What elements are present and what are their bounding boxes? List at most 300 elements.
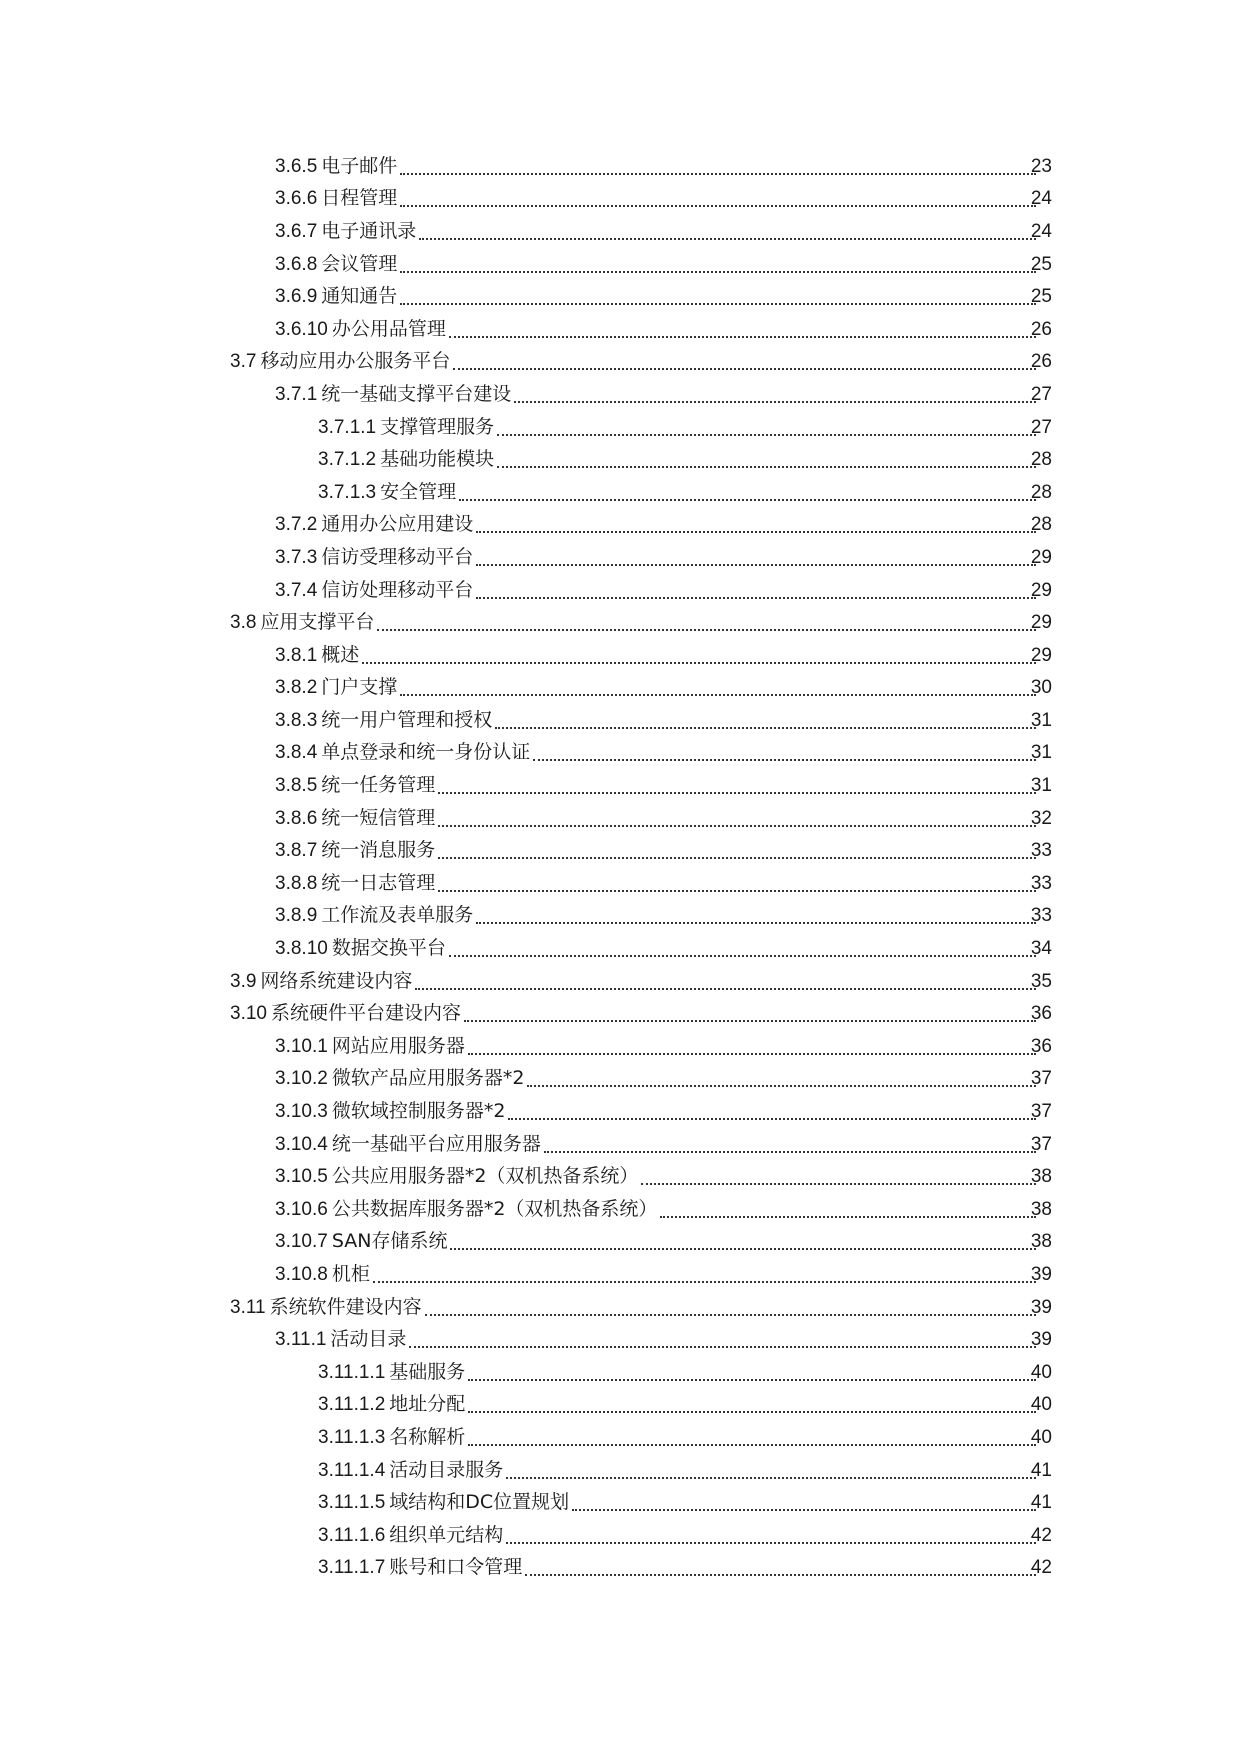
toc-entry-number: 3.8.4 <box>275 742 318 764</box>
toc-leader-area <box>456 491 1036 494</box>
toc-entry-title: SAN存储系统 <box>331 1230 448 1253</box>
toc-entry-page-number: 31 <box>1030 775 1052 797</box>
toc-dot-leader <box>514 400 1036 403</box>
toc-entry-heading <box>275 287 397 306</box>
toc-entry-page-number: 41 <box>1030 1459 1052 1481</box>
toc-entry[interactable] <box>0 606 1241 639</box>
toc-entry-title: 安全管理 <box>380 480 457 503</box>
toc-dot-leader <box>497 465 1036 468</box>
toc-entry-title: 账号和口令管理 <box>389 1556 523 1579</box>
toc-entry-number: 3.8.9 <box>275 905 318 927</box>
toc-leader-area <box>416 230 1036 233</box>
toc-entry-page-number: 35 <box>1030 970 1052 992</box>
toc-entry-title: 活动目录 <box>330 1328 407 1351</box>
toc-entry-page-number: 41 <box>1030 1492 1052 1514</box>
toc-entry[interactable] <box>0 313 1241 346</box>
toc-entry-title: 支撑管理服务 <box>380 415 495 438</box>
toc-leader-area <box>397 197 1036 200</box>
toc-entry-number: 3.8 <box>230 612 257 634</box>
toc-entry-page-number: 36 <box>1030 1035 1052 1057</box>
toc-entry-page-number: 34 <box>1030 938 1052 960</box>
toc-entry-heading <box>275 382 512 405</box>
toc-entry-page-number: 29 <box>1030 546 1052 568</box>
toc-entry-heading <box>275 871 436 894</box>
toc-entry-heading <box>275 776 435 795</box>
toc-entry-title: 系统软件建设内容 <box>269 1295 422 1318</box>
toc-dot-leader <box>506 1541 1036 1544</box>
toc-entry-number: 3.11.1.5 <box>318 1492 386 1514</box>
toc-entry-heading <box>275 841 435 860</box>
toc-dot-leader <box>362 661 1036 664</box>
toc-leader-area <box>465 1403 1036 1406</box>
toc-entry-title: 网站应用服务器 <box>331 1034 465 1057</box>
toc-entry-page-number: 28 <box>1030 481 1052 503</box>
toc-entry[interactable] <box>0 378 1241 411</box>
toc-entry[interactable] <box>0 900 1241 933</box>
toc-entry-heading <box>318 415 495 438</box>
toc-dot-leader <box>544 1150 1036 1153</box>
toc-entry-page-number: 37 <box>1030 1133 1052 1155</box>
toc-entry-title: 办公用品管理 <box>331 317 446 340</box>
toc-leader-area <box>397 263 1036 266</box>
toc-entry-title: 工作流及表单服务 <box>321 904 474 927</box>
toc-entry[interactable] <box>0 1193 1241 1226</box>
toc-entry[interactable] <box>0 737 1241 770</box>
toc-entry-number: 3.6.7 <box>275 220 318 242</box>
toc-entry[interactable] <box>0 541 1241 574</box>
toc-dot-leader <box>438 889 1036 892</box>
toc-entry-title: 信访处理移动平台 <box>321 578 474 601</box>
toc-dot-leader <box>377 628 1036 631</box>
toc-dot-leader <box>468 1443 1036 1446</box>
toc-entry-page-number: 25 <box>1030 253 1052 275</box>
toc-dot-leader <box>497 433 1036 436</box>
toc-dot-leader <box>533 758 1036 761</box>
toc-entry-heading <box>318 1493 569 1512</box>
toc-entry-heading <box>275 1330 406 1349</box>
toc-leader-area <box>503 1534 1036 1537</box>
toc-entry[interactable] <box>0 1486 1241 1519</box>
toc-entry[interactable] <box>0 965 1241 998</box>
toc-dot-leader <box>409 1345 1036 1348</box>
toc-entry-title: 概述 <box>321 643 360 666</box>
toc-dot-leader <box>506 1476 1036 1479</box>
toc-leader-area <box>397 165 1036 168</box>
toc-entry-page-number: 40 <box>1030 1426 1052 1448</box>
toc-entry[interactable] <box>0 183 1241 216</box>
toc-dot-leader <box>495 726 1036 729</box>
toc-entry-page-number: 27 <box>1030 383 1052 405</box>
toc-entry[interactable] <box>0 1291 1241 1324</box>
toc-entry-number: 3.7.3 <box>275 546 318 568</box>
toc-leader-area <box>505 1110 1036 1113</box>
toc-entry-page-number: 32 <box>1030 807 1052 829</box>
toc-entry-page-number: 39 <box>1030 1296 1052 1318</box>
toc-entry-title: 基础服务 <box>389 1360 466 1383</box>
toc-entry[interactable] <box>0 1095 1241 1128</box>
toc-entry-heading <box>230 1004 461 1023</box>
toc-entry-number: 3.6.10 <box>275 318 328 340</box>
toc-entry[interactable] <box>0 1030 1241 1063</box>
toc-entry-page-number: 40 <box>1030 1361 1052 1383</box>
toc-entry-heading <box>275 252 398 275</box>
toc-leader-area <box>447 1240 1036 1243</box>
toc-leader-area <box>465 1371 1036 1374</box>
toc-entry-page-number: 24 <box>1030 188 1052 210</box>
toc-dot-leader <box>400 302 1036 305</box>
toc-leader-area <box>397 295 1036 298</box>
toc-entry-heading <box>275 1102 505 1121</box>
toc-leader-area <box>435 882 1036 885</box>
toc-entry-heading <box>275 189 397 208</box>
toc-entry-title: 名称解析 <box>389 1425 466 1448</box>
toc-entry-heading <box>275 317 446 340</box>
toc-leader-area <box>359 654 1036 657</box>
toc-dot-leader <box>438 856 1036 859</box>
toc-entry-page-number: 36 <box>1030 1003 1052 1025</box>
toc-leader-area <box>435 784 1036 787</box>
toc-dot-leader <box>373 1280 1036 1283</box>
toc-entry-number: 3.8.10 <box>275 938 328 960</box>
toc-entry-title: 公共数据库服务器*2（双机热备系统） <box>331 1197 658 1220</box>
toc-entry-number: 3.7.1.3 <box>318 481 377 503</box>
toc-leader-area <box>494 458 1036 461</box>
toc-entry[interactable] <box>0 932 1241 965</box>
toc-leader-area <box>450 360 1036 363</box>
toc-leader-area <box>465 1436 1036 1439</box>
toc-entry-page-number: 42 <box>1030 1524 1052 1546</box>
toc-entry-title: 微软产品应用服务器*2 <box>331 1067 525 1090</box>
toc-leader-area <box>412 980 1036 983</box>
toc-entry-number: 3.7.4 <box>275 579 318 601</box>
toc-entry[interactable] <box>0 476 1241 509</box>
toc-entry-page-number: 37 <box>1030 1101 1052 1123</box>
toc-entry-heading <box>230 613 374 632</box>
toc-entry-title: 统一消息服务 <box>321 839 436 862</box>
toc-entry-page-number: 25 <box>1030 286 1052 308</box>
toc-dot-leader <box>438 824 1036 827</box>
toc-entry[interactable] <box>0 1519 1241 1552</box>
toc-entry-number: 3.10.1 <box>275 1035 328 1057</box>
toc-entry[interactable] <box>0 997 1241 1030</box>
toc-entry-number: 3.7.1 <box>275 383 318 405</box>
toc-dot-leader <box>641 1182 1036 1185</box>
toc-entry-page-number: 27 <box>1030 416 1052 438</box>
toc-entry[interactable] <box>0 1356 1241 1389</box>
toc-leader-area <box>494 426 1036 429</box>
toc-entry-title: 统一短信管理 <box>321 806 436 829</box>
toc-entry-title: 通用办公应用建设 <box>321 513 474 536</box>
toc-entry-page-number: 33 <box>1030 872 1052 894</box>
toc-dot-leader <box>400 172 1036 175</box>
toc-entry-number: 3.11.1 <box>275 1329 327 1351</box>
toc-entry-number: 3.11.1.2 <box>318 1394 386 1416</box>
toc-leader-area <box>461 1012 1036 1015</box>
toc-entry-page-number: 26 <box>1030 351 1052 373</box>
toc-entry-heading <box>318 1558 522 1577</box>
toc-entry[interactable] <box>0 248 1241 281</box>
toc-leader-area <box>638 1175 1036 1178</box>
toc-entry-heading <box>230 1295 422 1318</box>
toc-entry-number: 3.11.1.3 <box>318 1426 386 1448</box>
toc-entry[interactable] <box>0 509 1241 542</box>
toc-dot-leader <box>476 563 1036 566</box>
toc-entry-title: 统一日志管理 <box>321 871 436 894</box>
toc-dot-leader <box>400 693 1036 696</box>
toc-entry-heading <box>318 480 457 503</box>
toc-entry-title: 统一基础支撑平台建设 <box>321 382 512 405</box>
toc-leader-area <box>530 751 1036 754</box>
toc-leader-area <box>374 621 1036 624</box>
toc-dot-leader <box>508 1117 1036 1120</box>
toc-leader-area <box>473 589 1036 592</box>
toc-entry-title: 域结构和DC位置规划 <box>389 1491 570 1514</box>
toc-leader-area <box>370 1273 1036 1276</box>
toc-leader-area <box>473 914 1036 917</box>
toc-entry-page-number: 42 <box>1030 1557 1052 1579</box>
toc-entry-heading <box>275 515 473 534</box>
table-of-contents <box>0 150 1241 1584</box>
toc-entry-number: 3.10.7 <box>275 1231 328 1253</box>
toc-entry-number: 3.11 <box>230 1296 266 1318</box>
toc-entry-page-number: 38 <box>1030 1198 1052 1220</box>
toc-entry-page-number: 39 <box>1030 1329 1052 1351</box>
toc-dot-leader <box>459 498 1036 501</box>
toc-entry-page-number: 38 <box>1030 1231 1052 1253</box>
toc-entry-title: 地址分配 <box>389 1393 466 1416</box>
toc-entry-number: 3.11.1.4 <box>318 1459 386 1481</box>
toc-entry-heading <box>275 743 530 762</box>
toc-entry-heading <box>275 1167 638 1186</box>
toc-entry-number: 3.10.2 <box>275 1068 328 1090</box>
toc-leader-area <box>511 393 1036 396</box>
toc-entry-title: 电子邮件 <box>321 154 398 177</box>
toc-entry[interactable] <box>0 769 1241 802</box>
toc-entry-title: 组织单元结构 <box>389 1523 504 1546</box>
toc-entry[interactable] <box>0 1421 1241 1454</box>
toc-entry-page-number: 28 <box>1030 449 1052 471</box>
toc-entry-number: 3.11.1.1 <box>318 1361 386 1383</box>
toc-entry-title: 统一任务管理 <box>321 774 436 797</box>
toc-entry-number: 3.6.6 <box>275 188 318 210</box>
toc-entry-heading <box>275 1197 658 1220</box>
toc-entry-heading <box>318 1523 504 1546</box>
toc-entry-page-number: 31 <box>1030 709 1052 731</box>
toc-entry[interactable] <box>0 150 1241 183</box>
toc-entry-number: 3.8.6 <box>275 807 318 829</box>
toc-entry-page-number: 38 <box>1030 1166 1052 1188</box>
toc-entry-title: 基础功能模块 <box>380 448 495 471</box>
toc-leader-area <box>446 328 1036 331</box>
toc-entry-number: 3.8.7 <box>275 840 318 862</box>
toc-entry[interactable] <box>0 574 1241 607</box>
toc-dot-leader <box>468 1052 1036 1055</box>
toc-entry-title: 信访受理移动平台 <box>321 545 474 568</box>
toc-entry-heading <box>275 545 474 568</box>
toc-entry-number: 3.8.3 <box>275 709 318 731</box>
toc-entry-page-number: 37 <box>1030 1068 1052 1090</box>
toc-entry-heading <box>275 1069 524 1088</box>
toc-entry-heading <box>275 806 436 829</box>
toc-entry[interactable] <box>0 346 1241 379</box>
toc-entry-heading <box>318 1395 465 1414</box>
toc-entry-page-number: 33 <box>1030 840 1052 862</box>
toc-entry[interactable] <box>0 704 1241 737</box>
toc-entry-heading <box>318 450 494 469</box>
toc-entry-number: 3.11.1.7 <box>318 1557 386 1579</box>
toc-entry[interactable] <box>0 1454 1241 1487</box>
toc-entry-heading <box>318 1425 466 1448</box>
toc-entry-title: 公共应用服务器*2（双机热备系统） <box>331 1165 639 1188</box>
toc-entry[interactable] <box>0 802 1241 835</box>
toc-entry-number: 3.6.9 <box>275 286 318 308</box>
toc-dot-leader <box>419 237 1036 240</box>
toc-entry-title: 活动目录服务 <box>389 1458 504 1481</box>
toc-leader-area <box>503 1469 1036 1472</box>
toc-entry-heading <box>275 906 473 925</box>
toc-leader-area <box>492 719 1036 722</box>
toc-entry-page-number: 23 <box>1030 155 1052 177</box>
toc-entry-heading <box>275 1034 465 1057</box>
toc-entry[interactable] <box>0 672 1241 705</box>
toc-entry-number: 3.9 <box>230 970 257 992</box>
toc-leader-area <box>435 817 1036 820</box>
toc-entry-heading <box>318 1458 504 1481</box>
toc-leader-area <box>522 1566 1036 1569</box>
toc-entry[interactable] <box>0 443 1241 476</box>
toc-entry-number: 3.8.1 <box>275 644 318 666</box>
toc-entry-page-number: 24 <box>1030 220 1052 242</box>
toc-leader-area <box>541 1143 1036 1146</box>
toc-entry-number: 3.6.8 <box>275 253 318 275</box>
toc-leader-area <box>397 686 1036 689</box>
toc-entry-heading <box>230 352 450 371</box>
toc-entry[interactable] <box>0 639 1241 672</box>
toc-entry-heading <box>275 939 446 958</box>
toc-entry-number: 3.7.1.1 <box>318 416 377 438</box>
toc-dot-leader <box>464 1019 1036 1022</box>
toc-entry-heading <box>275 1232 447 1251</box>
toc-leader-area <box>569 1501 1036 1504</box>
toc-dot-leader <box>415 987 1036 990</box>
toc-dot-leader <box>425 1313 1036 1316</box>
toc-entry-title: 数据交换平台 <box>331 937 446 960</box>
toc-entry-page-number: 40 <box>1030 1394 1052 1416</box>
toc-entry-heading <box>275 1132 541 1155</box>
toc-entry-title: 统一用户管理和授权 <box>321 708 493 731</box>
toc-entry[interactable] <box>0 280 1241 313</box>
toc-entry[interactable] <box>0 411 1241 444</box>
toc-entry-heading <box>275 708 493 731</box>
toc-entry-heading <box>275 578 474 601</box>
toc-entry[interactable] <box>0 1552 1241 1585</box>
toc-dot-leader <box>468 1410 1036 1413</box>
toc-entry[interactable] <box>0 867 1241 900</box>
toc-dot-leader <box>438 791 1036 794</box>
toc-dot-leader <box>527 1084 1036 1087</box>
toc-entry-number: 3.7.1.2 <box>318 449 377 471</box>
toc-entry-title: 微软域控制服务器*2 <box>331 1100 506 1123</box>
toc-entry-title: 门户支撑 <box>321 676 398 699</box>
toc-entry-number: 3.10 <box>230 1003 267 1025</box>
toc-entry-page-number: 29 <box>1030 579 1052 601</box>
toc-entry-number: 3.7 <box>230 351 257 373</box>
toc-leader-area <box>657 1208 1036 1211</box>
toc-entry-title: 电子通讯录 <box>321 219 417 242</box>
toc-dot-leader <box>468 1378 1036 1381</box>
toc-entry-title: 机柜 <box>331 1262 370 1285</box>
toc-entry-number: 3.6.5 <box>275 155 318 177</box>
toc-entry[interactable] <box>0 215 1241 248</box>
toc-entry[interactable] <box>0 1323 1241 1356</box>
toc-dot-leader <box>449 954 1036 957</box>
toc-entry[interactable] <box>0 1063 1241 1096</box>
toc-entry-title: 移动应用办公服务平台 <box>260 350 451 373</box>
toc-dot-leader <box>476 921 1036 924</box>
toc-entry[interactable] <box>0 1389 1241 1422</box>
toc-entry-title: 应用支撑平台 <box>260 611 375 634</box>
toc-entry-number: 3.10.4 <box>275 1133 328 1155</box>
toc-entry-heading <box>318 1360 466 1383</box>
toc-entry-number: 3.10.8 <box>275 1263 328 1285</box>
toc-entry-page-number: 39 <box>1030 1263 1052 1285</box>
toc-leader-area <box>422 1306 1036 1309</box>
toc-entry-number: 3.10.6 <box>275 1198 328 1220</box>
toc-entry-heading <box>275 219 417 242</box>
toc-entry-page-number: 28 <box>1030 514 1052 536</box>
toc-entry[interactable] <box>0 834 1241 867</box>
toc-entry-heading <box>275 643 360 666</box>
toc-entry-number: 3.8.8 <box>275 872 318 894</box>
toc-leader-area <box>465 1045 1036 1048</box>
toc-dot-leader <box>660 1215 1036 1218</box>
toc-dot-leader <box>453 367 1036 370</box>
toc-entry-page-number: 26 <box>1030 318 1052 340</box>
toc-entry-page-number: 29 <box>1030 644 1052 666</box>
toc-leader-area <box>524 1077 1036 1080</box>
toc-leader-area <box>435 849 1036 852</box>
toc-entry-page-number: 33 <box>1030 905 1052 927</box>
toc-entry-number: 3.7.2 <box>275 514 318 536</box>
toc-dot-leader <box>476 596 1036 599</box>
toc-entry-title: 单点登录和统一身份认证 <box>321 741 531 764</box>
toc-leader-area <box>446 947 1036 950</box>
toc-leader-area <box>473 523 1036 526</box>
toc-entry-heading <box>275 1262 370 1285</box>
toc-entry-page-number: 31 <box>1030 742 1052 764</box>
toc-dot-leader <box>450 1247 1036 1250</box>
toc-dot-leader <box>572 1508 1036 1511</box>
toc-entry[interactable] <box>0 1258 1241 1291</box>
toc-entry-title: 会议管理 <box>321 252 398 275</box>
toc-dot-leader <box>525 1573 1036 1576</box>
toc-entry-number: 3.11.1.6 <box>318 1524 386 1546</box>
toc-entry[interactable] <box>0 1160 1241 1193</box>
toc-entry[interactable] <box>0 1226 1241 1259</box>
toc-dot-leader <box>449 335 1036 338</box>
toc-entry-page-number: 29 <box>1030 612 1052 634</box>
toc-entry-heading <box>230 969 413 992</box>
toc-entry-title: 通知通告 <box>321 285 398 308</box>
toc-entry-heading <box>275 154 398 177</box>
toc-dot-leader <box>400 204 1036 207</box>
toc-entry-heading <box>275 678 397 697</box>
toc-entry[interactable] <box>0 1128 1241 1161</box>
toc-entry-number: 3.10.5 <box>275 1166 328 1188</box>
toc-leader-area <box>406 1338 1036 1341</box>
toc-dot-leader <box>400 270 1036 273</box>
toc-entry-number: 3.8.5 <box>275 775 318 797</box>
